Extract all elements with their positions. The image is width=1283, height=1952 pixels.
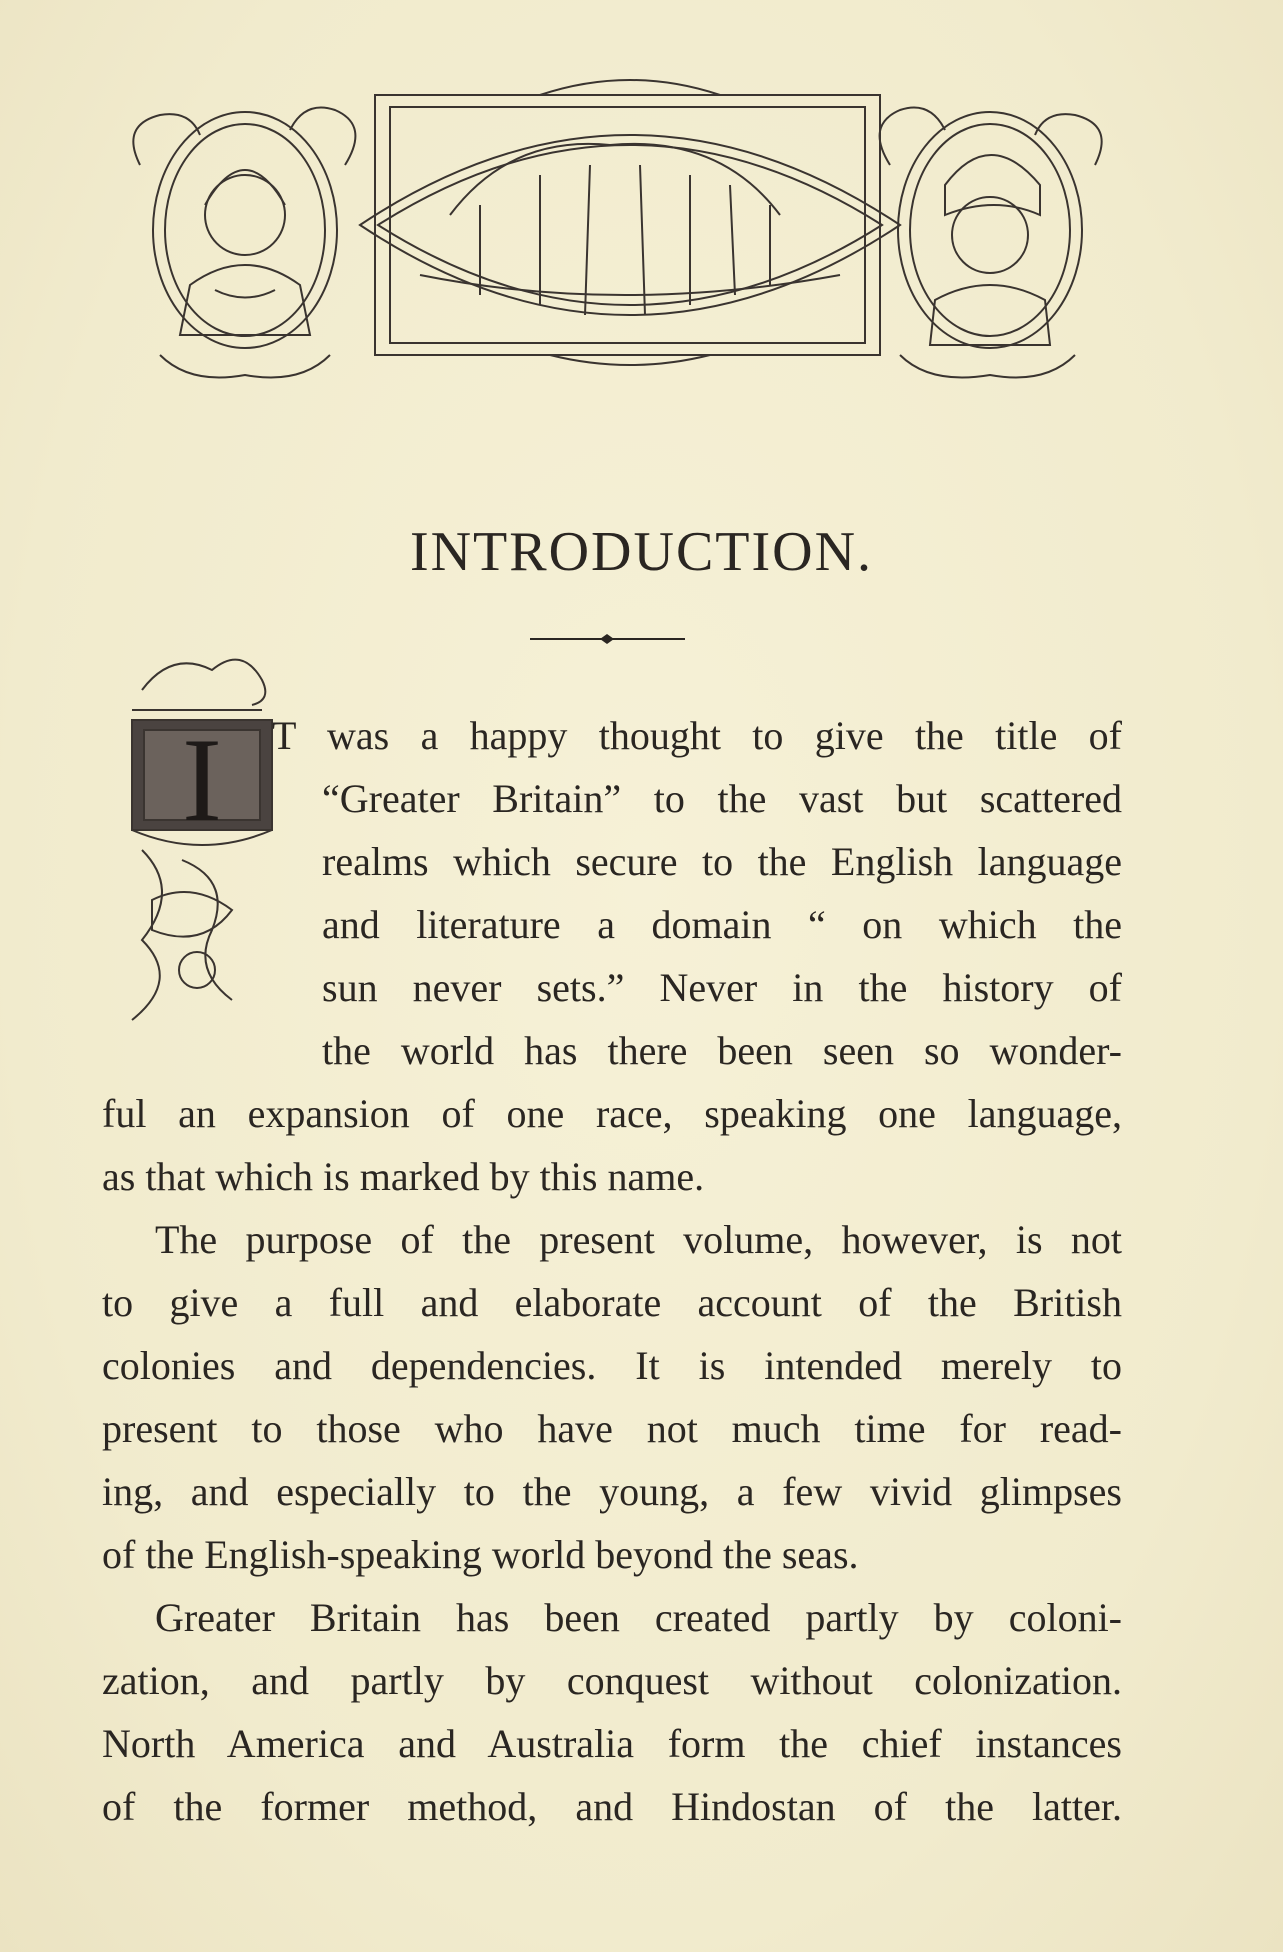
text-line: sun never sets.” Never in the history of bbox=[322, 965, 1122, 1010]
page-title: INTRODUCTION. bbox=[409, 521, 874, 583]
text-line: colonies and dependencies. It is intended merely to bbox=[102, 1343, 1122, 1388]
man-portrait-medallion bbox=[880, 108, 1102, 378]
woman-portrait-medallion bbox=[133, 108, 355, 378]
text-line: to give a full and elaborate account of the British bbox=[102, 1280, 1122, 1325]
text-line: North America and Australia form the chief instances bbox=[102, 1721, 1122, 1766]
text-line: as that which is marked by this name. bbox=[102, 1154, 705, 1199]
text-line: the world has there been seen so wonder- bbox=[322, 1028, 1122, 1073]
text-line: zation, and partly by conquest without colonization. bbox=[102, 1658, 1122, 1703]
text-line: ful an expansion of one race, speaking one language, bbox=[102, 1091, 1122, 1136]
ornamental-drop-cap bbox=[122, 650, 282, 1030]
text-line: and literature a domain “ on which the bbox=[322, 902, 1122, 947]
text-line: “Greater Britain” to the vast but scattered bbox=[322, 776, 1122, 821]
text-line: realms which secure to the English language bbox=[322, 839, 1122, 884]
text-line: Greater Britain has been created partly by coloni- bbox=[155, 1595, 1122, 1640]
drop-cap-letter: I bbox=[182, 713, 222, 846]
text-line: of the English-speaking world beyond the seas. bbox=[102, 1532, 859, 1577]
banyan-tree-vignette bbox=[360, 80, 900, 365]
title-rule bbox=[530, 632, 685, 646]
text-line: present to those who have not much time for read- bbox=[102, 1406, 1122, 1451]
text-line: The purpose of the present volume, however, is not bbox=[155, 1217, 1122, 1262]
text-line: T was a happy thought to give the title of bbox=[272, 713, 1122, 758]
text-line: of the former method, and Hindostan of the latter. bbox=[102, 1784, 1122, 1829]
text-line: ing, and especially to the young, a few vivid glimpses bbox=[102, 1469, 1122, 1514]
headpiece-engraving bbox=[120, 55, 1120, 385]
